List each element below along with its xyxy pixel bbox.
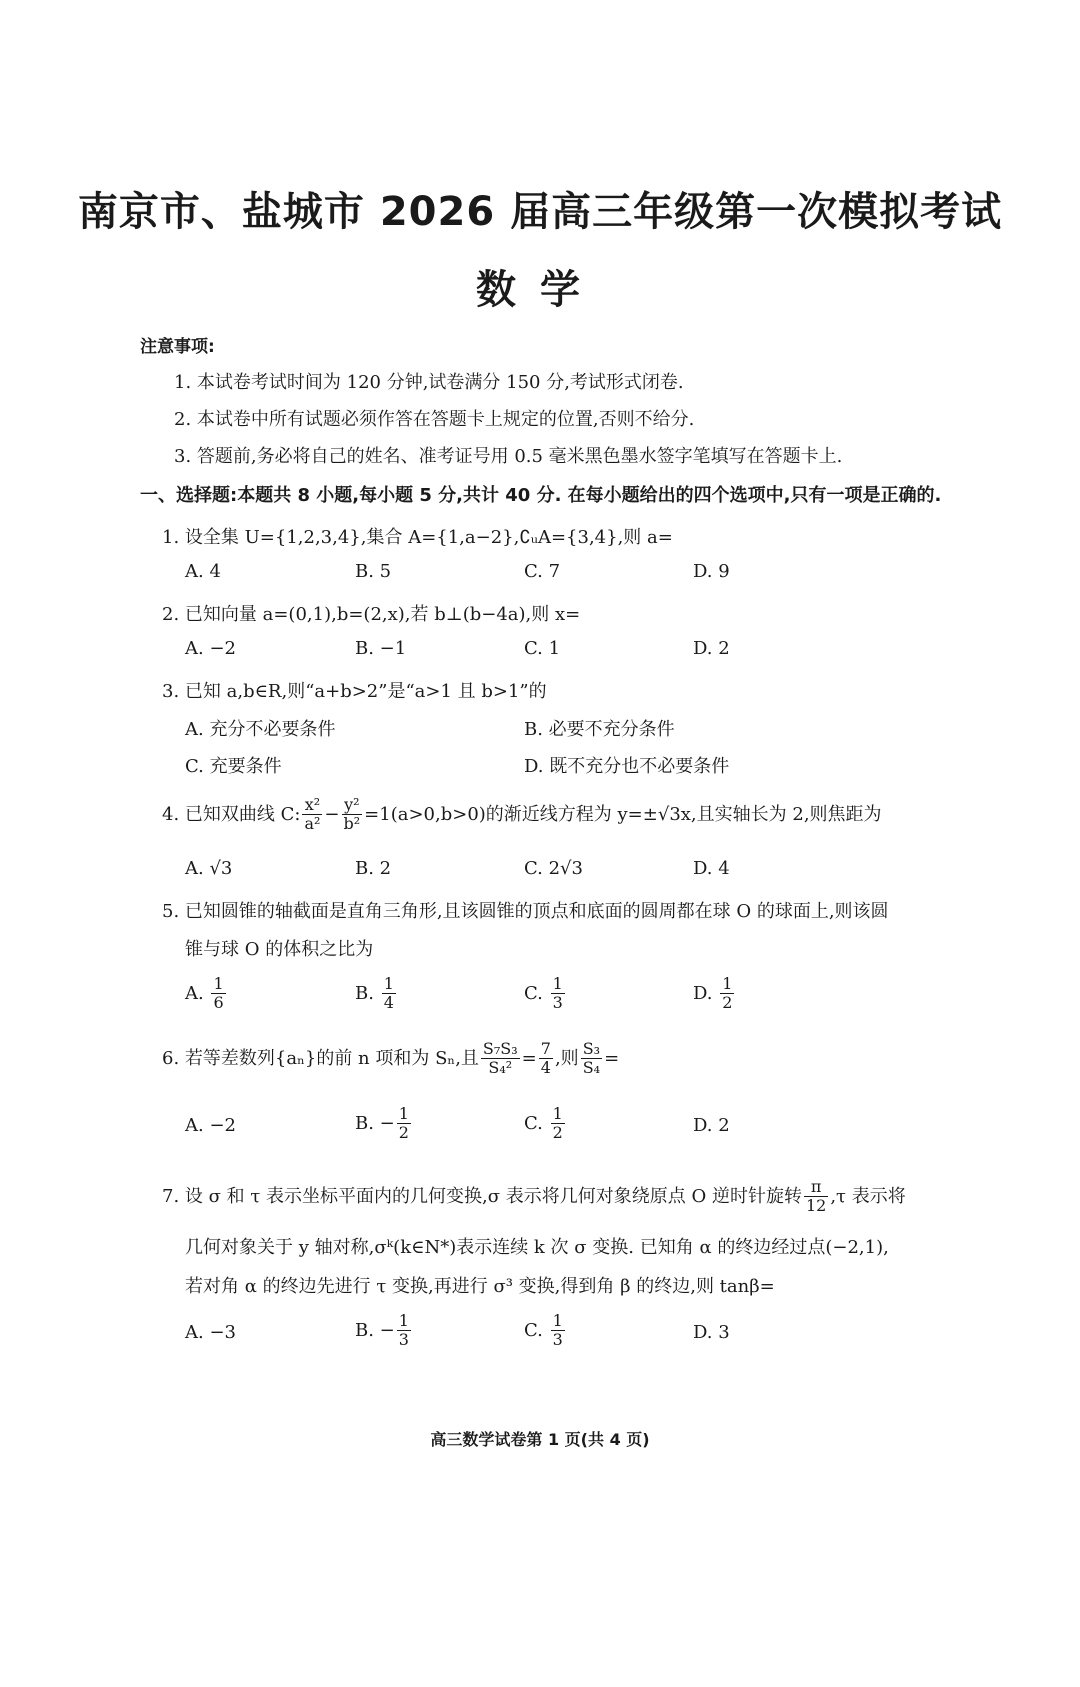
question-3-stem: 3. 已知 a,b∈R,则“a+b>2”是“a>1 且 b>1”的 — [162, 681, 547, 702]
q3-option-c: C. 充要条件 — [185, 756, 282, 777]
q7-option-a: A. −3 — [185, 1322, 236, 1343]
q6-option-c: C. $\frac{1}{2}$ — [524, 1104, 563, 1143]
question-7-stem-line1: 7. 设 σ 和 τ 表示坐标平面内的几何变换,σ 表示将几何对象绕原点 O 逆时针旋转 $\frac{\pi}{12}$ ,τ 表示将 — [162, 1177, 906, 1216]
notice-item: 2. 本试卷中所有试题必须作答在答题卡上规定的位置,否则不给分. — [174, 409, 695, 430]
q1-option-c: C. 7 — [524, 561, 561, 582]
question-4-stem: 4. 已知双曲线 C: $\frac{\text{x²}}{\text{a²}}$ − $\frac{\text{y²}}{\text{b²}}$ =1(a>0,b>0)的渐近线方程为 y=±√3x,且实轴长为 2,则焦距为 — [162, 795, 882, 834]
q4-stem-prefix: 4. 已知双曲线 C: — [162, 803, 301, 825]
q1-option-b: B. 5 — [355, 561, 392, 582]
q7-option-d: D. 3 — [693, 1322, 730, 1343]
question-7-stem-line3: 若对角 α 的终边先进行 τ 变换,再进行 σ³ 变换,得到角 β 的终边,则 tanβ= — [185, 1276, 775, 1297]
q6-fraction-target: $\frac{\text{S₃}}{\text{S₄}}$ — [582, 1039, 601, 1078]
page-footer: 高三数学试卷第 1 页(共 4 页) — [430, 1430, 650, 1449]
q4-fraction-x: $\frac{\text{x²}}{\text{a²}}$ — [304, 795, 321, 834]
question-7-stem-line2: 几何对象关于 y 轴对称,σᵏ(k∈N*)表示连续 k 次 σ 变换. 已知角 α 的终边经过点(−2,1), — [185, 1237, 889, 1258]
notice-item: 1. 本试卷考试时间为 120 分钟,试卷满分 150 分,考试形式闭卷. — [174, 372, 684, 393]
q2-option-c: C. 1 — [524, 638, 561, 659]
q4-option-b: B. 2 — [355, 858, 392, 879]
notice-heading: 注意事项: — [140, 337, 215, 357]
q1-option-a: A. 4 — [185, 561, 221, 582]
q3-option-b: B. 必要不充分条件 — [524, 719, 675, 740]
q7-option-b: B. − $\frac{1}{3}$ — [355, 1311, 409, 1350]
q2-option-a: A. −2 — [185, 638, 236, 659]
q5-option-d: D. $\frac{1}{2}$ — [693, 974, 733, 1013]
q2-option-b: B. −1 — [355, 638, 407, 659]
q1-option-d: D. 9 — [693, 561, 730, 582]
question-6-stem: 6. 若等差数列{aₙ}的前 n 项和为 Sₙ,且 $\frac{\text{S₇S₃}}{\text{S₄²}}$ = $\frac{7}{4}$ ,则 $\frac{\text{S₃}}{\text{S₄}}$ = — [162, 1039, 620, 1078]
q5-option-c: C. $\frac{1}{3}$ — [524, 974, 563, 1013]
question-1-stem: 1. 设全集 U={1,2,3,4},集合 A={1,a−2},∁ᵤA={3,4},则 a= — [162, 527, 673, 548]
q7-option-c: C. $\frac{1}{3}$ — [524, 1311, 563, 1350]
q4-stem-suffix: =1(a>0,b>0)的渐近线方程为 y=±√3x,且实轴长为 2,则焦距为 — [364, 803, 882, 825]
section-heading: 一、选择题:本题共 8 小题,每小题 5 分,共计 40 分. 在每小题给出的四个选项中,只有一项是正确的. — [140, 485, 942, 506]
q7-fraction-rotation: $\frac{\pi}{12}$ — [805, 1177, 827, 1216]
q6-fraction-value: $\frac{7}{4}$ — [540, 1039, 551, 1078]
question-5-stem-line1: 5. 已知圆锥的轴截面是直角三角形,且该圆锥的顶点和底面的圆周都在球 O 的球面上,则该圆 — [162, 901, 889, 922]
q6-option-a: A. −2 — [185, 1115, 236, 1136]
q4-option-d: D. 4 — [693, 858, 730, 879]
q6-fraction-ratio: $\frac{\text{S₇S₃}}{\text{S₄²}}$ — [482, 1039, 518, 1078]
q6-option-b: B. − $\frac{1}{2}$ — [355, 1104, 409, 1143]
q5-option-b: B. $\frac{1}{4}$ — [355, 974, 394, 1013]
q2-option-d: D. 2 — [693, 638, 730, 659]
subject-title: 数学 — [476, 267, 604, 313]
exam-title: 南京市、盐城市 2026 届高三年级第一次模拟考试 — [77, 189, 1003, 235]
notice-item: 3. 答题前,务必将自己的姓名、准考证号用 0.5 毫米黑色墨水签字笔填写在答题卡上. — [174, 446, 843, 467]
q4-option-a: A. √3 — [185, 858, 233, 879]
q6-option-d: D. 2 — [693, 1115, 730, 1136]
question-5-stem-line2: 锥与球 O 的体积之比为 — [185, 939, 374, 960]
q3-option-d: D. 既不充分也不必要条件 — [524, 756, 730, 777]
q4-fraction-y: $\frac{\text{y²}}{\text{b²}}$ — [343, 795, 361, 834]
q4-option-c: C. 2√3 — [524, 858, 583, 879]
question-2-stem: 2. 已知向量 a=(0,1),b=(2,x),若 b⊥(b−4a),则 x= — [162, 604, 581, 625]
q3-option-a: A. 充分不必要条件 — [185, 719, 336, 740]
q5-option-a: A. $\frac{1}{6}$ — [185, 974, 224, 1013]
